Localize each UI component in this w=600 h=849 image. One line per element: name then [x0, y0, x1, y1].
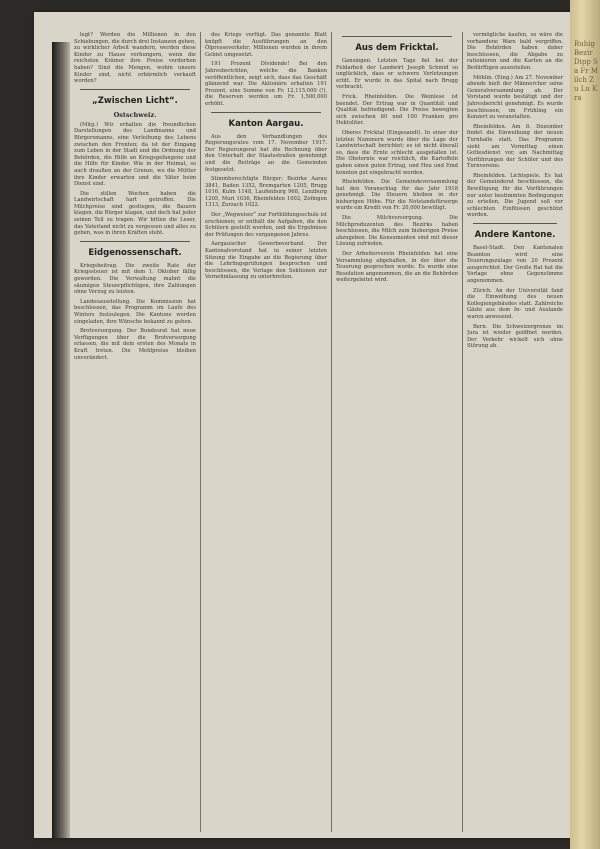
column-4 — [467, 32, 563, 832]
article-paragraph: (Mitg.) Wir erhalten die freundlichen Darstellungen des Landmanns und Bürgersmanns, eine Verleihung des Lebens zwischen den Fronten; da ist der Eingang zum Leben in der Stadt und die Ordnung der Behörden, die Hilfe an Kriegsgefangene und die Hilfe für Kinder. Wie in der Heimat, so auch draußen an der Grenze, wo die Mütter ihre Kinder erwarten und die Väter beim Dienst sind. — [74, 121, 196, 188]
article-paragraph: Kriegsbeitrag. Die zweite Rate der Kriegssteuer ist mit dem 1. Oktober fällig geworden. Die Verwaltung mahnt die säumigen Steuerpflichtigen, ihre Zahlungen ohne Verzug zu leisten. — [74, 262, 196, 296]
article-paragraph: des Kriegs verfügt. Das genannte Blatt knüpft die Ausführungen an den Ölpresseverkehr; Millionen wurden in ihrem Gebiet umgesetzt. — [205, 32, 327, 58]
article-paragraph: Der Arbeiterverein Rheinfelden hat eine Versammlung abgehalten, in der über die Teuerung gesprochen wurde. Es wurde eine Resolution angenommen, die an die Behörden weitergeleitet wird. — [336, 251, 458, 284]
article-paragraph: Rheinfelden. Lichtspiele. Es hat der Gemeinderat beschlossen, die Bewilligung für die Vorführungen nur unter bestimmten Bedingungen zu erteilen. Die Jugend soll vor schlechten Einflüssen geschützt werden. — [467, 172, 563, 219]
book-binding — [52, 42, 70, 838]
article-paragraph: Aus den Verhandlungen des Regierungsrates vom 17. November 1917. Der Regierungsrat hat die Rechnung über den Unterhalt der Staatsstraßen genehmigt und die Beiträge an die Gemeinden festgesetzt. — [205, 133, 327, 173]
article-paragraph: Brotversorgung. Der Bundesrat hat neue Verfügungen über die Brotversorgung erlassen, die mit dem ersten des Monats in Kraft treten. Die Mehlpreise bleiben unverändert. — [74, 328, 196, 361]
next-page-edge — [570, 0, 600, 849]
edge-fragments: Ruhig Bezir Dipp Sa Fr Milch Zu Lu Kra — [574, 40, 598, 102]
article-paragraph: Rheinfelden. Die Gemeindeversammlung hat den Voranschlag für das Jahr 1918 genehmigt. Die Steuern bleiben in der bisherigen Höhe. Für die Notstandsfürsorge wurde ein Kredit von Fr. 20,000 bewilligt. — [336, 179, 458, 212]
section-rule — [80, 89, 190, 90]
section-heading: „Zwischen Licht“. — [92, 95, 178, 106]
article-paragraph: Möhlin. (Eing.) Am 27. November abends hielt der Männerchor seine Generalversammlung ab. Der Vorstand wurde bestätigt und der Jahresbericht genehmigt. Es wurde beschlossen, im Frühling ein Konzert zu veranstalten. — [467, 74, 563, 121]
column-1 — [74, 32, 196, 832]
article-paragraph: Die Milchversorgung. Die Milchproduzenten des Bezirks haben beschlossen, die Milch zum bisherigen Preise abzugeben. Die Konsumenten sind mit dieser Lösung zufrieden. — [336, 215, 458, 248]
article-paragraph: Der „Wegweiser“ zur Fortbildungsschule ist erschienen; er enthält die Aufgaben, die den Schülern gestellt werden, und die Ergebnisse der Prüfungen des vergangenen Jahres. — [205, 212, 327, 238]
column-rule — [331, 32, 332, 832]
article-paragraph: Bern. Die Schweizergrenze im Jura ist wieder geöffnet worden. Der Verkehr wickelt sich ohne Störung ab. — [467, 323, 563, 350]
article-paragraph: Zürich. An der Universität fand die Einweihung des neuen Kollegiengebäudes statt. Zahlreiche Gäste aus dem In- und Auslande waren anwesend. — [467, 287, 563, 320]
article-paragraph: Oberes Fricktal (Eingesandt). In einer der letzten Nummern wurde über die Lage der Landwirtschaft berichtet; es ist nicht überall so, dass die Ernte schlecht ausgefallen ist. Die Obsternte war reichlich, die Kartoffeln gaben einen guten Ertrag, und Heu und Emd konnten gut eingebracht werden. — [336, 129, 458, 176]
column-rule — [462, 32, 463, 832]
article-paragraph: Landesausstellung. Die Kommission hat beschlossen, das Programm im Laufe des Winters festzulegen. Die Kantone werden eingeladen, ihre Wünsche bekannt zu geben. — [74, 298, 196, 325]
article-paragraph: Gansingen. Letzten Tage fiel bei der Feldarbeit der Landwirt Joseph Schmid so unglücklich, dass er schwere Verletzungen erlitt. Er wurde in das Spital nach Brugg verbracht. — [336, 58, 458, 91]
section-rule — [342, 36, 452, 37]
section-rule — [211, 112, 321, 113]
article-paragraph: Stimmberechtigte Bürger: Bezirke Aarau 3841, Baden 1352, Bremgarten 1205, Brugg 1016, Kulm 1148, Laufenburg 968, Lenzburg 1205, Muri 1036, Rheinfelden 1002, Zofingen 1313, Zurzach 1022. — [205, 176, 327, 209]
section-subheading: Ostschweiz. — [113, 110, 157, 119]
section-rule — [80, 241, 190, 242]
article-paragraph: 191 Prozent Dividende! Bei den Jahresberichten, welche die Banken veröffentlichen, zeigt sich, dass das Geschäft glänzend war. Die Aktionäre erhalten 191 Prozent, eine Summe von Fr. 12,115,000 (!), die Reserven werden um Fr. 1,500,000 erhöht. — [205, 61, 327, 107]
article-paragraph: Frick. Rheinfelden. Die Weinlese ist beendet. Der Ertrag war in Quantität und Qualität befriedigend. Die Preise bewegten sich zwischen 80 und 100 Franken pro Hektoliter. — [336, 93, 458, 127]
column-3 — [336, 32, 458, 832]
article-paragraph: Rheinfelden. Am 8. Dezember findet die Einweihung der neuen Turnhalle statt. Das Programm sieht am Vormittag einen Gottesdienst vor, am Nachmittag Vorführungen der Schüler und des Turnvereins. — [467, 123, 563, 170]
article-paragraph: Aargauischer Gewerbeverband. Der Kantonalvorstand hat in seiner letzten Sitzung die Eingabe an die Regierung über die Lehrlingsprüfungen besprochen und beschlossen, die Vorlage den Sektionen zur Vernehmlassung zu unterbreiten. — [205, 241, 327, 281]
newspaper-page — [34, 12, 570, 838]
article-paragraph: legt? Werden die Millionen in den Schiebungen, die durch drei Instanzen gehen, zu wirklicher Arbeit wandern, werden diese Kinder zu Hause verhungern, wenn die reichsten Krämer ihre Preise verdorben haben? Sind die Mengen, wohin unsere Kinder sind, nicht erbärmlich verkauft worden? — [74, 32, 196, 85]
section-heading: Aus dem Fricktal. — [355, 43, 439, 53]
section-rule — [473, 223, 557, 224]
column-rule — [200, 32, 201, 832]
section-heading: Eidgenossenschaft. — [88, 247, 182, 258]
article-paragraph: vermögliche kaufen, so wäre die vorhandene Ware bald vergriffen. Die Behörden haben daher beschlossen, die Abgabe zu rationieren und die Karten an die Bedürftigen auszuteilen. — [467, 32, 563, 71]
column-2 — [205, 32, 327, 832]
section-heading: Andere Kantone. — [474, 230, 556, 241]
article-paragraph: Basel-Stadt. Den Kantonalen Beamten wird eine Teuerungszulage von 20 Prozent ausgerichtet. Der Große Rat hat die Vorlage ohne Gegenstimme angenommen. — [467, 245, 563, 284]
section-heading: Kanton Aargau. — [228, 118, 304, 129]
article-paragraph: Die stillen Wochen haben die Landwirtschaft hart getroffen. Die Milchpreise sind gestiegen, die Bauern klagen, die Bürger klagen, und doch hat jeder seinen Teil zu tragen. Wir bitten die Leser, das Vaterland nicht zu vergessen und alles zu geben, was in ihren Kräften steht. — [74, 190, 196, 237]
